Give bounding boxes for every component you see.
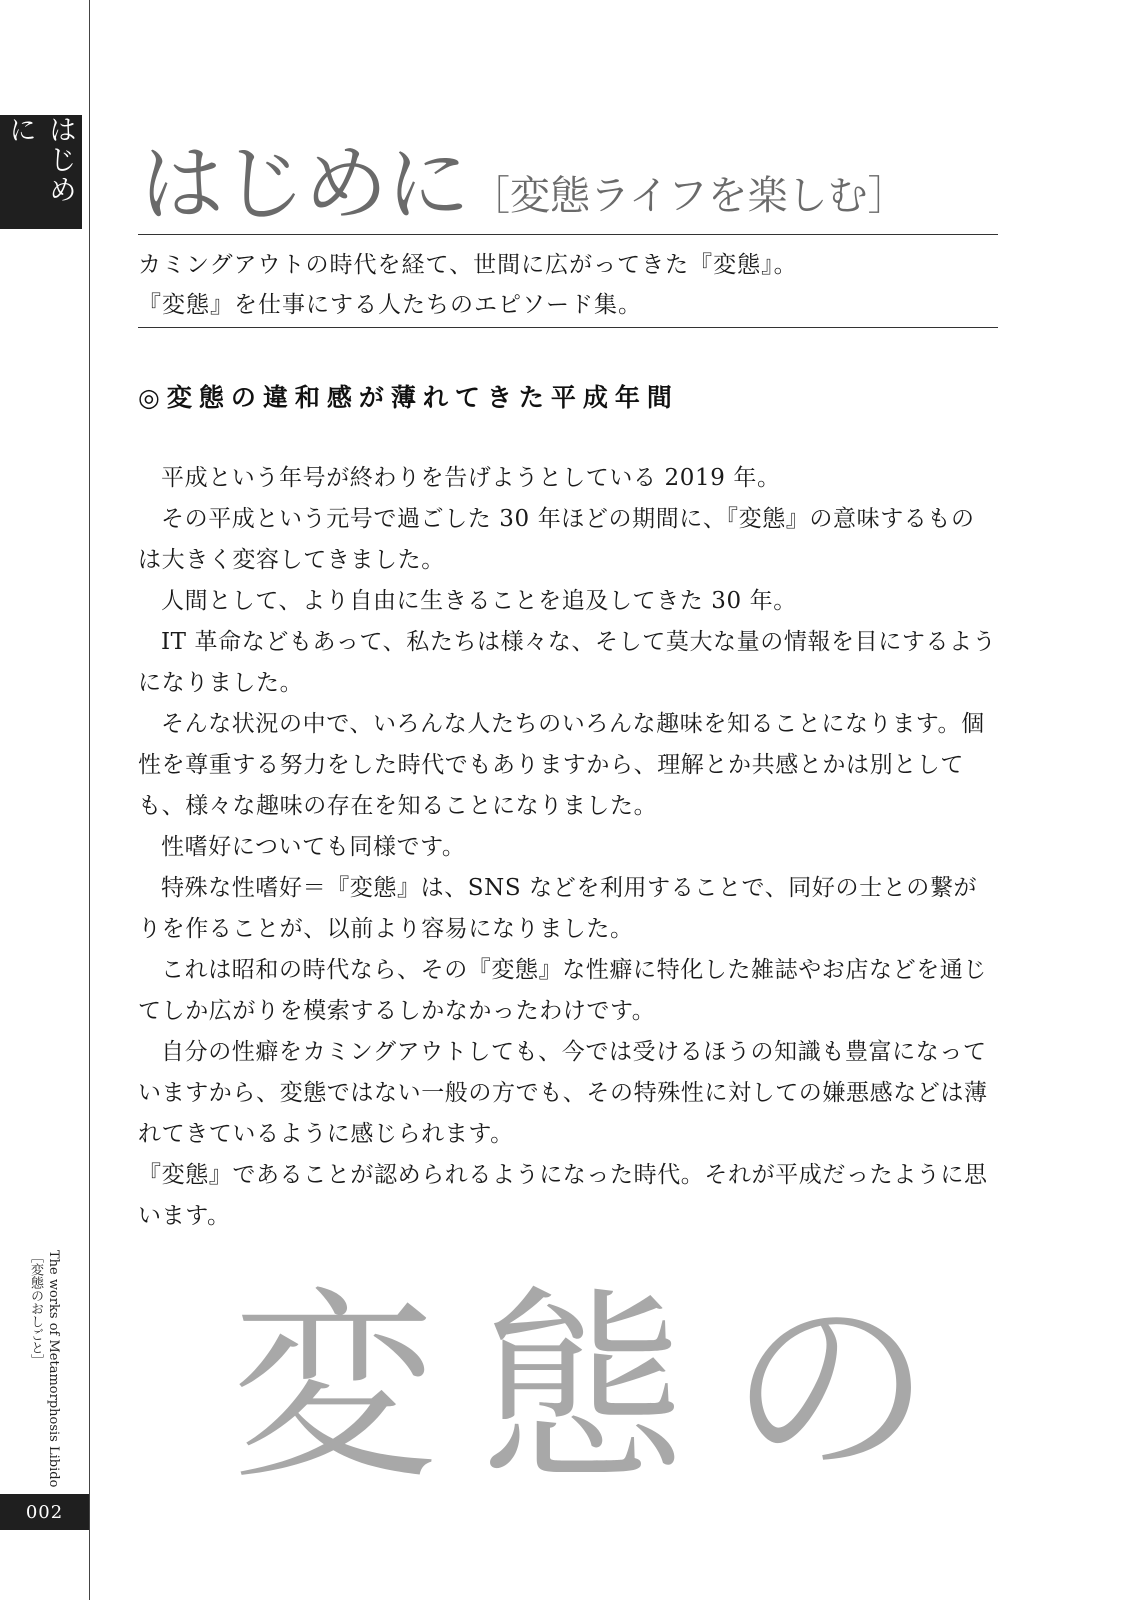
page-number: 002 (25, 1501, 64, 1523)
series-title-japanese: ［変態のおしごと］ (28, 1250, 43, 1367)
body-paragraph: そんな状況の中で、いろんな人たちのいろんな趣味を知ることになります。個性を尊重する努力をした時代でもありますから、理解とか共感とかは別としても、様々な趣味の存在を知ることになりました。 (138, 711, 985, 819)
series-title-english: The works of Metamorphosis Libido (46, 1250, 61, 1488)
body-paragraph: 『変態』であることが認められるようになった時代。それが平成だったように思います。 (138, 1162, 988, 1229)
series-title-vertical (26, 1250, 62, 1488)
chapter-title-main: はじめに (140, 135, 469, 233)
body-paragraph: 自分の性癖をカミングアウトしても、今では受けるほうの知識も豊富になっていますから、変態ではない一般の方でも、その特殊性に対しての嫌悪感などは薄れてきているように感じられます。 (138, 1039, 988, 1147)
body-paragraph: 平成という年号が終わりを告げようとしている 2019 年。 (161, 465, 781, 491)
lead-line: 『変態』を仕事にする人たちのエピソード集。 (138, 292, 642, 318)
body-text (138, 458, 998, 1237)
body-paragraph: 人間として、より自由に生きることを追及してきた 30 年。 (161, 588, 797, 614)
body-paragraph: IT 革命などもあって、私たちは様々な、そして莫大な量の情報を目にするようになりました。 (138, 629, 997, 696)
body-paragraph: その平成という元号で過ごした 30 年ほどの期間に、『変態』の意味するものは大きく変容してきました。 (138, 506, 975, 573)
chapter-title-sub: ［変態ライフを楽しむ］ (470, 173, 908, 219)
body-paragraph: 特殊な性嗜好＝『変態』は、SNS などを利用することで、同好の士との繋がりを作ることが、以前より容易になりました。 (138, 875, 978, 942)
margin-rule (89, 0, 90, 1600)
page-number-box (0, 1494, 89, 1530)
chapter-title (140, 135, 1000, 233)
body-paragraph: 性嗜好についても同様です。 (161, 834, 466, 860)
lead-text (138, 245, 998, 325)
title-rule (138, 234, 998, 235)
lead-line: カミングアウトの時代を経て、世間に広がってきた『変態』。 (138, 252, 798, 278)
body-paragraph: これは昭和の時代なら、その『変態』な性癖に特化した雑誌やお店などを通じてしか広がりを模索するしかなかったわけです。 (138, 957, 987, 1024)
side-tab (0, 115, 82, 229)
section-heading: ◎変態の違和感が薄れてきた平成年間 (138, 383, 679, 412)
decorative-watermark: 変態の (232, 1271, 976, 1508)
lead-rule (138, 327, 998, 328)
side-tab-label: はじめに (5, 115, 78, 205)
